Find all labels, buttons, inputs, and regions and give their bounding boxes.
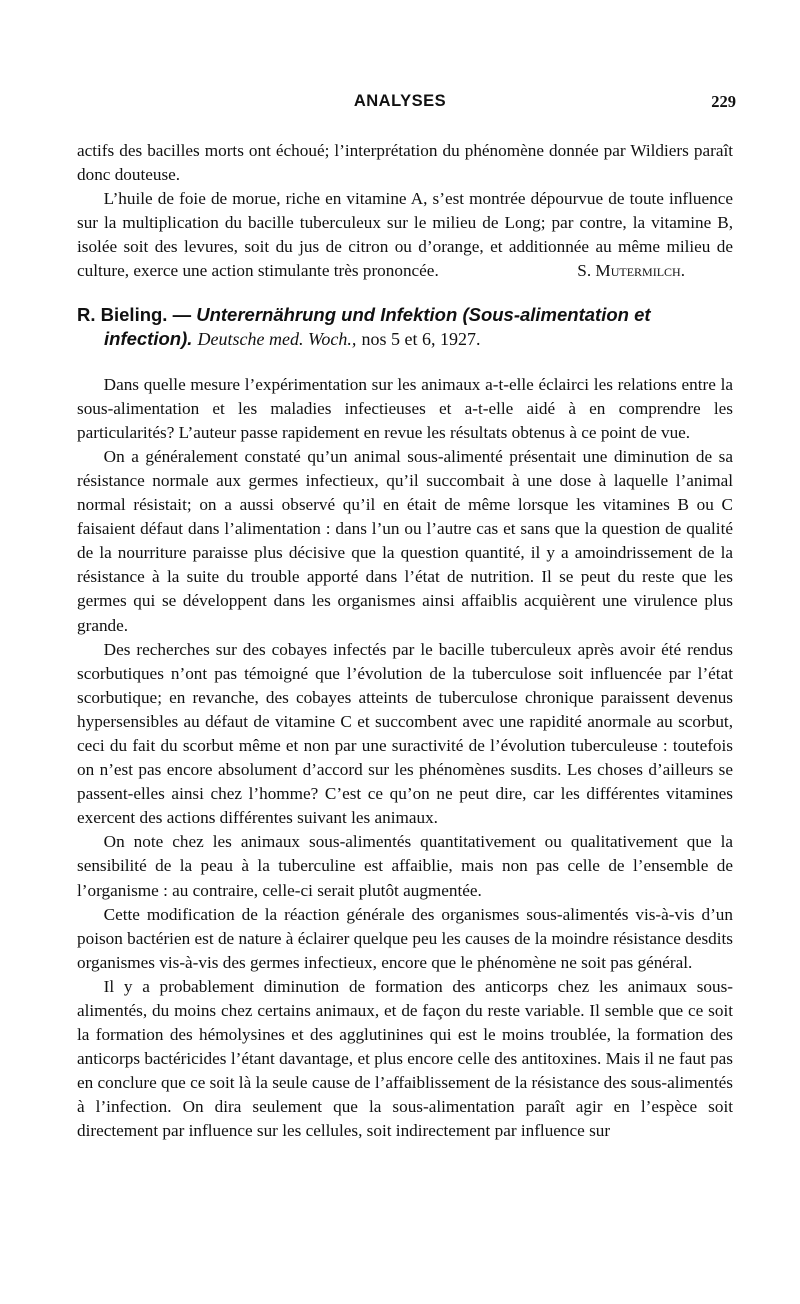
review-paragraph: Des recherches sur des cobayes infectés par le bacille tuberculeux après avoir été rendus scorbutiques n’ont pas témoigné que l’évolution de la tuberculose soit influencée par l’état scorbutique; en revanche, des cobayes atteints de tuberculose chronique paraissent devenus hypersensibles au défaut de vitamine C et succombent avec une rapidité anormale au scorbut, ceci du fait du scorbut même et non par une suractivité de l’évolution tuberculeuse : toutefois on n’est pas encore absolument d’accord sur les phénomènes susdits. Les choses d’ailleurs se passent-elles ainsi chez l’homme? C’est ce qu’on ne peut dire, car les différentes vitamines exercent des actions différentes suivant les animaux. xyxy=(77,639,733,828)
running-title: ANALYSES xyxy=(353,92,447,110)
entry-dash: — xyxy=(167,303,197,325)
review-paragraph: Dans quelle mesure l’expérimentation sur les animaux a-t-elle éclairci les relations entre la sous-alimentation et les maladies infectieuses et a-t-elle aidé à en comprendre les particularités? L’auteur passe rapidement en revue les résultats obtenus à ce point de vue. xyxy=(77,374,733,442)
previous-review-paragraph: actifs des bacilles morts ont échoué; l’interprétation du phénomène donnée par Wildiers paraît donc douteuse. xyxy=(77,141,733,185)
reviewer-signature: S. Mutermilch. xyxy=(577,261,685,281)
previous-review-closing xyxy=(77,187,733,283)
body-text xyxy=(77,139,733,1144)
review-paragraph: On a généralement constaté qu’un animal sous-alimenté présentait une diminution de sa résistance normale aux germes infectieux, qu’il succombait à une dose à laquelle l’animal normal résistait; on a aussi observé qu’il en était de même lorsque les vitamines B ou C faisaient défaut dans l’alimentation : dans l’un ou l’autre cas et sans que la question de qualité de la nourriture paraisse plus décisive que la question quantité, il y a amoindrissement de la résistance à la suite du trouble apporté dans l’état de nutrition. Il se peut du reste que les germes qui se développent dans les organismes ainsi affaiblis acquièrent une virulence plus grande. xyxy=(77,446,733,635)
page-header xyxy=(0,92,800,116)
entry-journal: Deutsche med. Woch., xyxy=(197,328,357,349)
review-paragraph: Cette modification de la réaction générale des organismes sous-alimentés vis-à-vis d’un poison bactérien est de nature à éclairer quelque peu les causes de la moindre résistance desdits organismes vis-à-vis des germes infectieux, encore que le phénomène ne soit pas général. xyxy=(77,904,733,972)
review-entry-heading xyxy=(77,303,733,351)
entry-title-german: Unterernährung und Infektion xyxy=(196,303,458,325)
review-paragraph: On note chez les animaux sous-alimentés quantitativement ou qualitativement que la sensibilité de la peau à la tuberculine est affaiblie, mais non pas celle de l’ensemble de l’organisme : au contraire, celle-ci serait plutôt augmentée. xyxy=(77,832,733,900)
entry-citation: nos 5 et 6, 1927. xyxy=(361,328,481,349)
review-paragraph: Il y a probablement diminution de formation des anticorps chez les animaux sous-alimentés, du moins chez certains animaux, et de façon du reste variable. Il semble que ce soit la formation des hémolysines et des agglutinines qui est le moins troublée, la formation des anticorps bactéricides l’étant davantage, et plus encore celle des antitoxines. Mais il ne faut pas en conclure que ce soit là la seule cause de l’affaiblissement de la résistance des sous-alimentés à l’infection. On dira seulement que la sous-alimentation paraît agir en l’espèce soit directement par influence sur les cellules, soit indirectement par influence sur xyxy=(77,976,733,1141)
previous-review-text: L’huile de foie de morue, riche en vitamine A, s’est montrée dépourvue de toute influence sur la multiplication du bacille tuberculeux sur le milieu de Long; par contre, la vitamine B, isolée soit des levures, soit du jus de citron ou d’orange, et additionnée au même milieu de culture, exerce une action stimulante très prononcée. xyxy=(77,189,733,281)
page-number: 229 xyxy=(711,92,736,111)
previous-review-paragraph xyxy=(77,187,733,283)
entry-title-french: (Sous-alimentation et infection). xyxy=(104,303,651,349)
entry-author: R. Bieling. xyxy=(77,303,168,325)
